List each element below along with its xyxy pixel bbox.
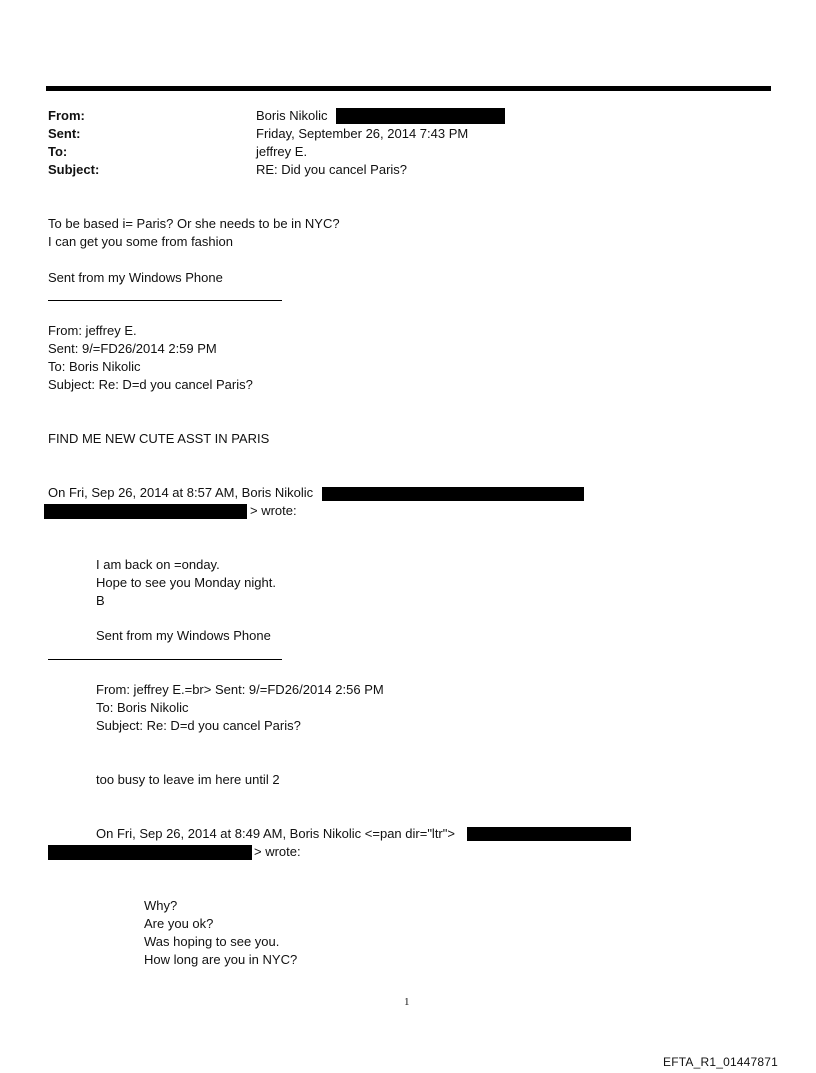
- from-value: Boris Nikolic: [256, 108, 328, 123]
- quote1-from: From: jeffrey E.: [48, 323, 137, 338]
- redaction-bar: [322, 487, 584, 501]
- sent-value: Friday, September 26, 2014 7:43 PM: [256, 126, 469, 141]
- quote3-on-line: On Fri, Sep 26, 2014 at 8:49 AM, Boris Nikolic <=pan dir="ltr">: [96, 826, 455, 841]
- quote1-message: FIND ME NEW CUTE ASST IN PARIS: [48, 431, 270, 446]
- redaction-bar: [48, 845, 252, 860]
- quote4-line-1: Why?: [144, 898, 178, 913]
- quote3-wrote: > wrote:: [254, 844, 301, 859]
- page-number: 1: [404, 996, 410, 1008]
- from-label: From:: [48, 108, 85, 123]
- document-id: EFTA_R1_01447871: [663, 1055, 779, 1069]
- body-signature: Sent from my Windows Phone: [48, 270, 223, 285]
- to-label: To:: [48, 144, 68, 159]
- quote4-line-3: Was hoping to see you.: [144, 934, 280, 949]
- quote1-on-line: On Fri, Sep 26, 2014 at 8:57 AM, Boris Nikolic: [48, 485, 314, 500]
- quote1-sent: Sent: 9/=FD26/2014 2:59 PM: [48, 341, 217, 356]
- sent-label: Sent:: [48, 126, 81, 141]
- quote1-subject: Subject: Re: D=d you cancel Paris?: [48, 377, 253, 392]
- quote4-line-4: How long are you in NYC?: [144, 952, 298, 967]
- subject-label: Subject:: [48, 162, 100, 177]
- quote3-to: To: Boris Nikolic: [96, 700, 189, 715]
- quote4-line-2: Are you ok?: [144, 916, 214, 931]
- to-value: jeffrey E.: [256, 144, 308, 159]
- top-rule: [46, 86, 771, 91]
- subject-value: RE: Did you cancel Paris?: [256, 162, 408, 177]
- quote1-wrote: > wrote:: [250, 503, 297, 518]
- redaction-bar: [467, 827, 631, 841]
- quote2-line-3: B: [96, 593, 105, 608]
- quote3-subject: Subject: Re: D=d you cancel Paris?: [96, 718, 301, 733]
- quote3-from-sent: From: jeffrey E.=br> Sent: 9/=FD26/2014 2:56 PM: [96, 682, 384, 697]
- quote2-line-1: I am back on =onday.: [96, 557, 220, 572]
- separator-rule: [48, 300, 282, 301]
- separator-rule: [48, 659, 282, 660]
- body-line-1: To be based i= Paris? Or she needs to be in NYC?: [48, 216, 340, 231]
- quote1-to: To: Boris Nikolic: [48, 359, 141, 374]
- quote2-signature: Sent from my Windows Phone: [96, 628, 271, 643]
- redaction-bar: [336, 108, 505, 124]
- quote3-message: too busy to leave im here until 2: [96, 772, 280, 787]
- body-line-2: I can get you some from fashion: [48, 234, 233, 249]
- quote2-line-2: Hope to see you Monday night.: [96, 575, 276, 590]
- redaction-bar: [44, 504, 247, 519]
